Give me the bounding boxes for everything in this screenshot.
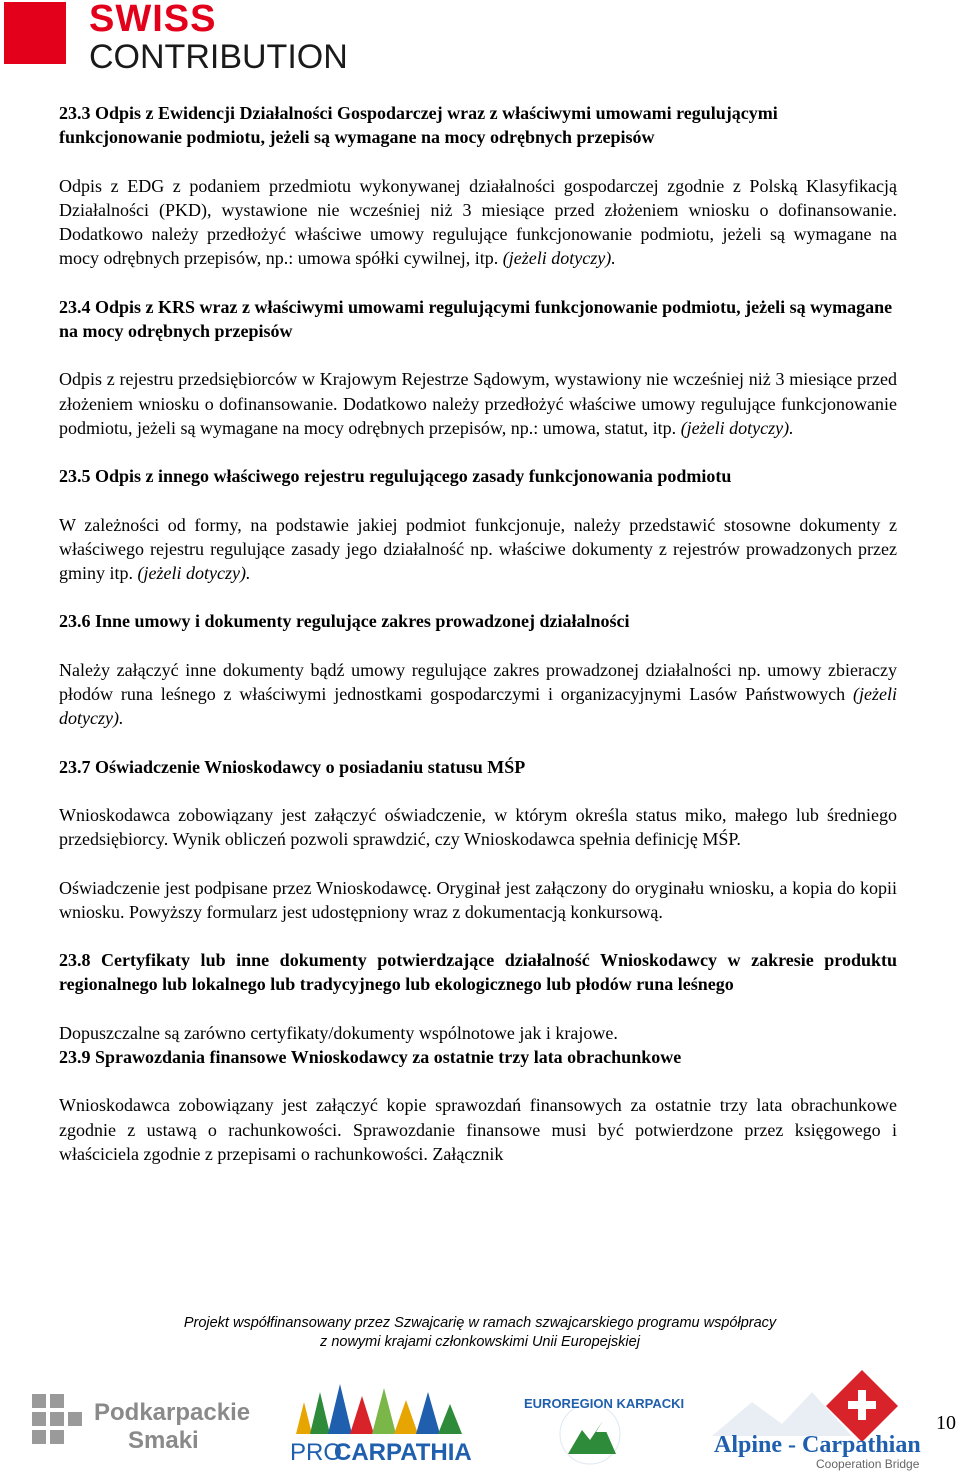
paragraph-23-7b: Oświadczenie jest podpisane przez Wnioskodawcę. Oryginał jest załączony do oryginału wniosku, a kopia do kopii wniosku. Powyższy formularz jest udostępniony wraz z dokumentacją konkursową. [59,877,897,922]
heading-23-5: 23.5 Odpis z innego właściwego rejestru regulującego zasady funkcjonowania podmiotu [59,466,732,487]
euroregion-karpacki-logo [516,1374,685,1468]
svg-text:Podkarpackie: Podkarpackie [94,1399,251,1426]
swiss-cross-logo-icon [4,2,66,64]
paragraph-23-5: W zależności od formy, na podstawie jakiej podmiot funkcjonuje, należy przedstawić stosowne dokumenty z właściwego rejestru regulujące zasady jego działalność np. właściwe dokumenty z rejestrów prowadzonych przez gminy itp. (jeżeli dotyczy). [59,514,897,584]
page-number: 10 [936,1412,956,1434]
paragraph-23-6: Należy załączyć inne dokumenty bądź umowy regulujące zakres prowadzonej działalności np. umowy zbieraczy płodów runa leśnego z właściwymi jednostkami gospodarczymi i organizacyjnymi Lasów Państwowych (jeżeli dotyczy). [59,659,898,729]
heading-23-7: 23.7 Oświadczenie Wnioskodawcy o posiadaniu statusu MŚP [59,756,526,777]
svg-text:Alpine - Carpathian: Alpine - Carpathian [714,1432,921,1458]
heading-23-6: 23.6 Inne umowy i dokumenty regulujące zakres prowadzonej działalności [59,611,630,632]
footer-line-2: z nowymi krajami członkowskimi Unii Europejskiej [320,1334,640,1350]
alpine-carpathian-logo [712,1362,928,1472]
footer-text [0,1314,960,1352]
svg-text:Smaki: Smaki [128,1427,199,1454]
document-body [59,101,897,1166]
heading-23-8: 23.8 Certyfikaty lub inne dokumenty potwierdzające działalność Wnioskodawcy w zakresie produktu regionalnego lub lokalnego lub tradycyjnego lub ekologicznego lub płodów runa leśnego [59,950,897,995]
paragraph-23-8: Dopuszczalne są zarówno certyfikaty/dokumenty wspólnotowe jak i krajowe. [59,1022,618,1043]
podkarpackie-smaki-logo [28,1390,258,1462]
heading-23-4: 23.4 Odpis z KRS wraz z właściwymi umowami regulującymi funkcjonowanie podmiotu, jeżeli są wymagane na mocy odrębnych przepisów [59,296,893,342]
footer-line-1: Projekt współfinansowany przez Szwajcarię w ramach szwajcarskiego programu współpracy [183,1315,777,1331]
svg-text:CARPATHIA: CARPATHIA [334,1439,472,1466]
heading-23-3: 23.3 Odpis z Ewidencji Działalności Gospodarczej wraz z właściwymi umowami regulującymi funkcjonowanie podmiotu, jeżeli są wymagane na mocy odrębnych przepisów [59,103,778,148]
procarpathia-logo [288,1370,488,1466]
logo-swiss: SWISS [89,0,217,40]
paragraph-23-3: Odpis z EDG z podaniem przedmiotu wykonywanej działalności gospodarczej zgodnie z Polską Klasyfikacją Działalności (PKD), wystawione nie wcześniej niż 3 miesiące przed złożeniem wniosku o dofinansowanie. Dodatkowo należy przedłożyć właściwe umowy regulujące funkcjonowanie podmiotu, jeżeli są wymagane na mocy odrębnych przepisów, np.: umowa spółki cywilnej, itp. (jeżeli dotyczy). [59,175,897,269]
svg-text:PRO: PRO [290,1439,343,1466]
logo-contribution: CONTRIBUTION [89,38,348,76]
paragraph-23-7a: Wnioskodawca zobowiązany jest załączyć oświadczenie, w którym określa status miko, małego lub średniego przedsiębiorcy. Wynik obliczeń pozwoli sprawdzić, czy Wnioskodawca spełnia definicję MŚP. [59,804,897,850]
svg-text:EUROREGION KARPACKI: EUROREGION KARPACKI [524,1396,685,1411]
paragraph-23-4: Odpis z rejestru przedsiębiorców w Krajowym Rejestrze Sądowym, wystawiony nie wcześniej niż 3 miesiące przed złożeniem wniosku o dofinansowanie. Dodatkowo należy przedłożyć właściwe umowy regulujące funkcjonowanie podmiotu, jeżeli są wymagane na mocy odrębnych przepisów, np.: umowa, statut, itp. (jeżeli dotyczy). [59,369,897,438]
paragraph-23-9: Wnioskodawca zobowiązany jest załączyć kopie sprawozdań finansowych za ostatnie trzy lata obrachunkowe zgodnie z ustawą o rachunkowości. Sprawozdanie finansowe musi być potwierdzone przez księgowego i właściciela zgodnie z przepisami o rachunkowości. Załącznik [59,1095,897,1164]
heading-23-9: 23.9 Sprawozdania finansowe Wnioskodawcy za ostatnie trzy lata obrachunkowe [59,1047,682,1068]
svg-text:Cooperation Bridge: Cooperation Bridge [816,1457,920,1471]
footer-logos [0,1360,960,1473]
document-header [0,0,960,80]
